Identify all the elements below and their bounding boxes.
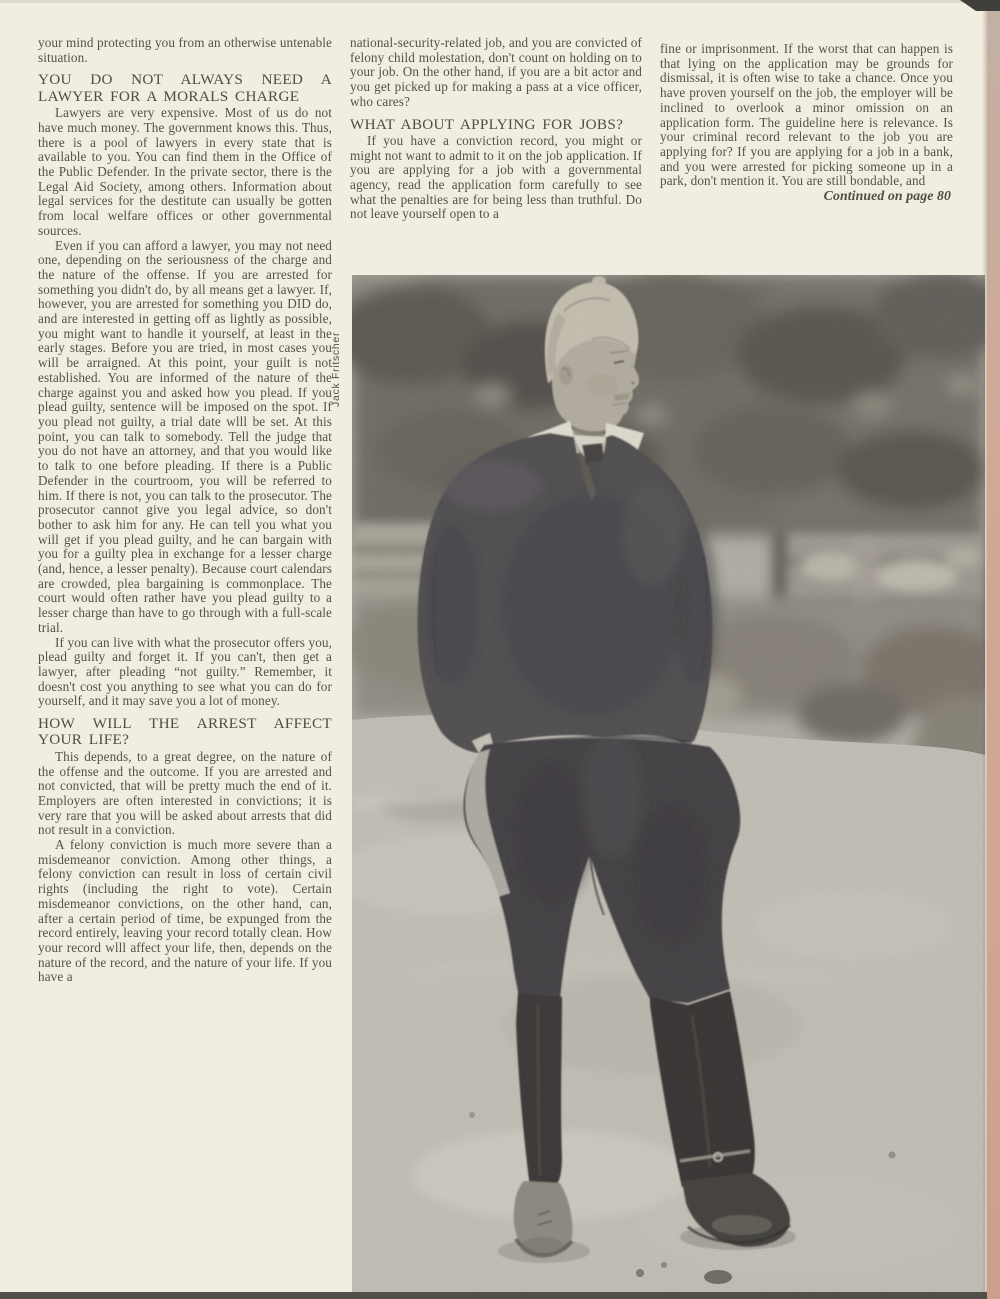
paragraph: your mind protecting you from an otherwise untenable situation. xyxy=(38,35,332,65)
article-column-2 xyxy=(350,36,642,222)
article-column-3 xyxy=(660,42,953,204)
section-heading-applying-for-jobs: WHAT ABOUT APPLYING FOR JOBS? xyxy=(350,115,624,133)
paragraph: Lawyers are very expensive. Most of us do not have much money. The government knows this. Thus, there is a pool of lawyers in every state that is available to you. You can find them in the Office of the Public Defender. In the private sector, there is the Legal Aid Society, among others. Information about legal services for the destitute can usually be gotten from local welfare offices or other governmental sources. xyxy=(38,105,332,238)
paragraph: Even if you can afford a lawyer, you may not need one, depending on the seriousness of the charge and the nature of the offense. If you are arrested for something you didn't do, by all means get a lawyer. If, however, you are arrested for something you DID do, and are interested in getting off as lightly as possible, you might want to handle it yourself, at least in the early stages. Before you are tried, in most cases you will be arraigned. At this point, your guilt is not established. You are informed of the nature of the charge against you and asked how you plead. If you plead guilty, sentence will be imposed on the spot. If you plead not guilty, a trial date wlll be set. At this point, you can talk to somebody. Tell the judge that you do not have an attorney, and that you would like to talk to one before pleading. If there is a Public Defender in the courtroom, you will be referred to him. If there is not, you can talk to the prosecutor. The prosecutor cannot give you legal advice, so don't bother to ask him for any. He can tell you what you will get if you plead guilty, and he can bargain with you for a guilty plea in exchange for a lesser charge (and, hence, a lesser penalty). Because court calendars are crowded, plea bargaining is commonplace. The court would often rather have you plead guilty to a lesser charge than have to go through with a full-scale trial. xyxy=(38,237,332,635)
paragraph: A felony conviction is much more severe than a misdemeanor conviction. Among other things, a felony conviction can result in loss of certain civil rights (including the right to vote). Certain misdemeanor convictions, on the other hand, can, after a certain period of time, be expunged from the record entirely, leaving your record totally clean. How your record wlll affect your life, then, depends on the nature of the record, and the nature of your life. If you have a xyxy=(38,837,332,985)
paragraph: If you can live with what the prosecutor offers you, plead guilty and forget it. If you can't, then get a lawyer, after pleading “not guilty.” Remember, it doesn't cost you anything to see what you can do for yourself, and it may save you a lot of money. xyxy=(38,634,332,709)
paragraph: This depends, to a great degree, on the nature of the offense and the outcome. If you are arrested and not convicted, that will be pretty much the end of it. Employers are often interested in convictions; it is very rare that you will be asked about arrests that did not result in a conviction. xyxy=(38,748,332,838)
photo-credit: Jack Fritscher xyxy=(330,331,342,407)
page-corner-top-right xyxy=(960,0,1000,11)
section-heading-arrest-affect-life: HOW WILL THE ARREST AFFECT YOUR LIFE? xyxy=(38,715,332,749)
paragraph: national-security-related job, and you are convicted of felony child molestation, don't count on holding on to your job. On the other hand, if you are a bit actor and you get picked up for making a pass at a vice officer, who cares? xyxy=(350,35,642,109)
paragraph: fine or imprisonment. If the worst that can happen is that lying on the application may be grounds for dismissal, it is often wise to take a chance. Once you have proven yourself on the job, the employer will be inclined to overlook a minor omission on an application form. The guideline here is relevance. Is your criminal record relevant to the job you are applying for? If you are applying for a job in a bank, and you were arrested for picking someone up in a park, don't mention it. You are still bondable, and xyxy=(660,41,953,189)
continued-note: Continued on page 80 xyxy=(823,188,951,204)
photo-grain-overlay xyxy=(352,275,985,1292)
article-photo xyxy=(352,275,985,1292)
page-top-edge xyxy=(0,0,1000,3)
section-heading-lawyer-morals-charge: YOU DO NOT ALWAYS NEED A LAWYER FOR A MORALS CHARGE xyxy=(38,71,332,105)
page-edge-bottom xyxy=(0,1292,987,1299)
page-edge-right xyxy=(987,0,1000,1299)
article-column-1 xyxy=(38,36,332,985)
paragraph: If you have a conviction record, you might or might not want to admit to it on the job application. If you are applying for a job with a governmental agency, read the application form carefully to see what the penalties are for being less than truthful. Do not leave yourself open to a xyxy=(350,132,642,222)
